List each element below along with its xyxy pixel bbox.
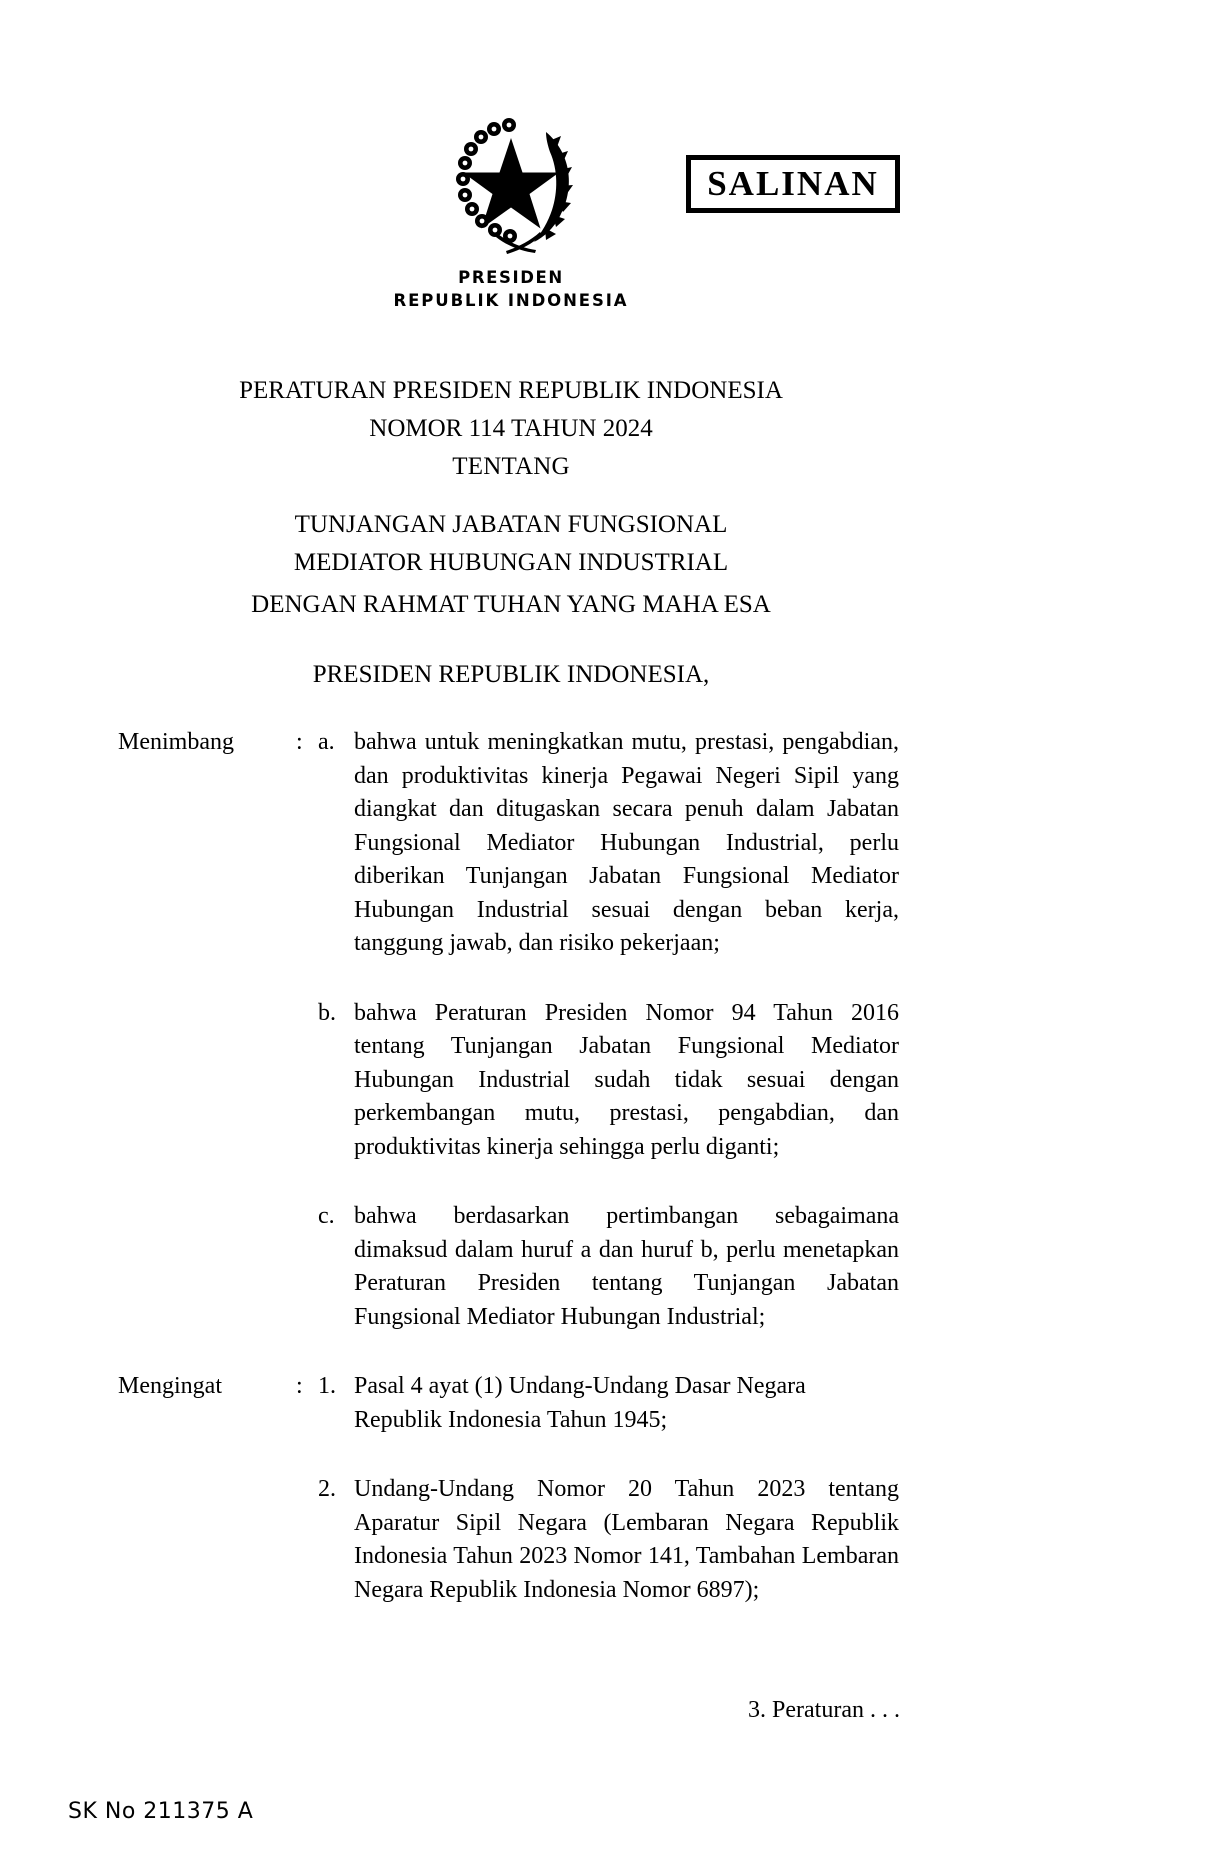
continuation-note: 3. Peraturan . . . [748,1697,900,1723]
menimbang-colon: : [296,729,303,755]
document-header [0,100,1222,340]
menimbang-text-b: bahwa Peraturan Presiden Nomor 94 Tahun 2016 tentang Tunjangan Jabatan Fungsional Mediator Hubungan Industrial sudah tidak sesuai dengan perkembangan mutu, prestasi, pengabdian, dan produktivitas kinerja sehingga perlu diganti; [354,999,899,1160]
subject-line-1: TUNJANGAN JABATAN FUNGSIONAL [294,511,728,538]
mengingat-text-2: Undang-Undang Nomor 20 Tahun 2023 tentang Aparatur Sipil Negara (Lembaran Negara Republik Indonesia Tahun 2023 Nomor 141, Tambahan Lembaran Negara Republik Indonesia Nomor 6897); [354,1476,899,1603]
mengingat-group [0,1370,1222,1607]
menimbang-marker-b: b. [318,999,336,1026]
mengingat-colon: : [296,1373,303,1399]
title-line-3: TENTANG [452,453,570,480]
footer-document-code: SK No 211375 A [68,1799,254,1824]
menimbang-group [0,726,1222,1334]
salinan-stamp [686,155,900,213]
mengingat-marker-1: 1. [318,1373,336,1399]
letterhead-line-1: PRESIDEN [458,268,564,287]
mengingat-item-2 [0,1473,1222,1607]
mengingat-marker-2: 2. [318,1476,336,1502]
menimbang-marker-a: a. [318,729,335,755]
mengingat-label: Mengingat [118,1373,222,1399]
menimbang-marker-c: c. [318,1203,335,1229]
menimbang-text-c: bahwa berdasarkan pertimbangan sebagaimana dimaksud dalam huruf a dan huruf b, perlu menetapkan Peraturan Presiden tentang Tunjangan Jabatan Fungsional Mediator Hubungan Industrial; [354,1203,899,1330]
menimbang-text-a: bahwa untuk meningkatkan mutu, prestasi, pengabdian, dan produktivitas kinerja Pegawai Negeri Sipil yang diangkat dan ditugaskan secara penuh dalam Jabatan Fungsional Mediator Hubungan Industrial, perlu diberikan Tunjangan Jabatan Fungsional Mediator Hubungan Industrial sesuai dengan beban kerja, tanggung jawab, dan risiko pekerjaan; [354,729,899,956]
document-title-block [0,372,1022,582]
subject-line-2: MEDIATOR HUBUNGAN INDUSTRIAL [293,549,729,576]
menimbang-label: Menimbang [118,729,234,755]
menimbang-item-a [0,726,1222,961]
signatory-heading: PRESIDEN REPUBLIK INDONESIA, [312,661,710,688]
menimbang-item-b [0,997,1222,1165]
invocation-line: DENGAN RAHMAT TUHAN YANG MAHA ESA [251,591,771,618]
letterhead-line-2: REPUBLIK INDONESIA [393,291,629,310]
menimbang-item-c [0,1200,1222,1334]
clauses-body [0,726,1222,1607]
garuda-star-emblem-icon [436,108,586,258]
mengingat-text-1: Pasal 4 ayat (1) Undang-Undang Dasar Negara Republik Indonesia Tahun 1945; [354,1373,806,1433]
mengingat-item-1 [0,1370,1222,1437]
title-line-1: PERATURAN PRESIDEN REPUBLIK INDONESIA [239,377,783,404]
salinan-stamp-label: SALINAN [707,163,879,203]
title-line-2: NOMOR 114 TAHUN 2024 [369,415,653,442]
letterhead [0,266,1022,312]
